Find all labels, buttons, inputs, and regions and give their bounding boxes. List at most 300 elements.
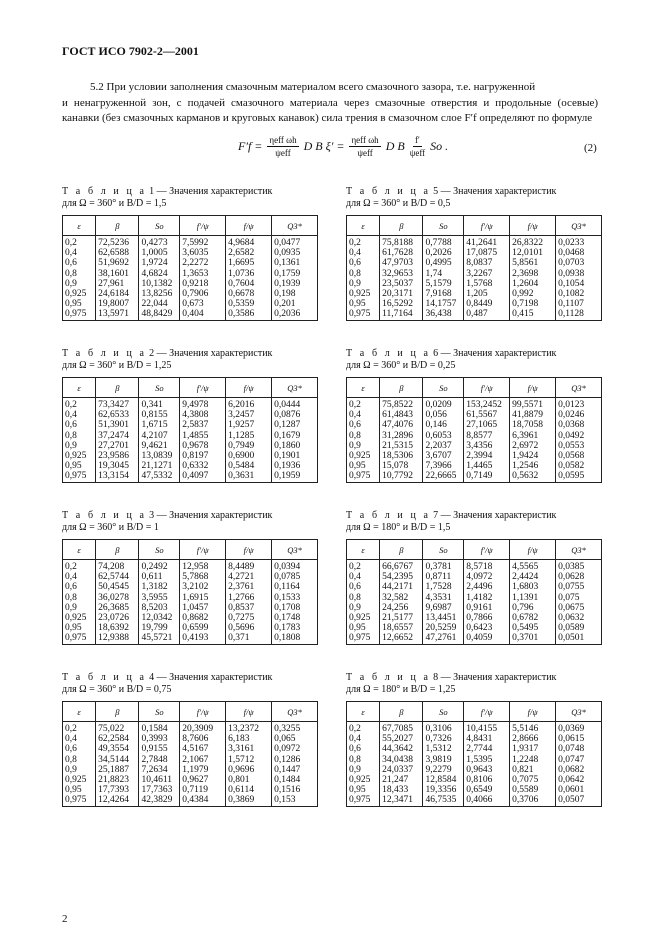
table-block: [62, 672, 318, 807]
table-cell: 12,0342: [139, 613, 180, 623]
paragraph-rest: и ненагруженной зон, с подачей смазочного материала через смазочные отверстия и продольные (осевые) канавки (без смазочных карманов и круговых канавок) сила трения в смазочном слое F′f определяют по формуле: [62, 96, 598, 124]
table-cell: 2,2037: [423, 441, 464, 451]
table-cell: 31,2896: [380, 431, 423, 441]
table-cell: 6,3961: [510, 431, 556, 441]
table-cell: 24,0337: [380, 765, 423, 775]
table-cell: 0,8682: [180, 613, 226, 623]
table-cell: 0,0876: [272, 410, 318, 420]
table-cell: 0,0368: [556, 420, 602, 430]
column-header: ε: [63, 378, 96, 398]
table-row: [347, 744, 602, 754]
table-row: [63, 299, 318, 309]
table-cell: 21,5177: [380, 613, 423, 623]
table-cell: 1,5712: [226, 755, 272, 765]
table-cell: 2,8666: [510, 734, 556, 744]
table-row: [347, 633, 602, 644]
column-header: So: [423, 378, 464, 398]
table-cell: 0,7788: [423, 236, 464, 249]
table-cell: 1,1979: [180, 765, 226, 775]
table-cell: 0,6: [63, 258, 96, 268]
column-header: f′/ψ: [180, 702, 226, 722]
table-cell: 0,796: [510, 603, 556, 613]
table-cell: 4,5565: [510, 560, 556, 573]
table-cell: 0,4384: [180, 795, 226, 806]
table-cell: 0,0747: [556, 755, 602, 765]
table-cell: 0,975: [347, 471, 380, 482]
column-header: ε: [347, 378, 380, 398]
table-cell: 0,3869: [226, 795, 272, 806]
table-row: [347, 299, 602, 309]
table-row: [63, 441, 318, 451]
table-cell: 2,6972: [510, 441, 556, 451]
table-cell: 0,925: [347, 613, 380, 623]
table-cell: 0,925: [63, 775, 96, 785]
column-header: Q3*: [272, 216, 318, 236]
table-row: [347, 582, 602, 592]
table-row: [63, 785, 318, 795]
table-cell: 2,2272: [180, 258, 226, 268]
table-block: [62, 510, 318, 645]
table-cell: 2,3994: [464, 451, 510, 461]
table-cell: 0,4: [63, 734, 96, 744]
table-row: [63, 603, 318, 613]
table-cell: 0,0385: [556, 560, 602, 573]
table-cell: 1,205: [464, 289, 510, 299]
table-title-text: 8 — Значения характеристик: [433, 672, 557, 683]
column-header: f′/ψ: [180, 216, 226, 236]
table-cell: 0,1082: [556, 289, 602, 299]
table-caption: [346, 672, 602, 696]
column-header: ε: [347, 216, 380, 236]
table-cell: 0,1484: [272, 775, 318, 785]
table-cell: 0,8: [63, 755, 96, 765]
table-cell: 27,2701: [96, 441, 139, 451]
table-cell: 51,3901: [96, 420, 139, 430]
table-cell: 0,8537: [226, 603, 272, 613]
table-cell: 0,8: [347, 593, 380, 603]
table-cell: 0,3255: [272, 722, 318, 735]
table-row: [347, 398, 602, 411]
table-cell: 0,371: [226, 633, 272, 644]
table-cell: 13,0839: [139, 451, 180, 461]
table-row: [63, 309, 318, 320]
column-header: So: [139, 216, 180, 236]
column-header: f′/ψ: [180, 378, 226, 398]
table-cell: 0,0632: [556, 613, 602, 623]
table-cell: 12,958: [180, 560, 226, 573]
table-cell: 0,9678: [180, 441, 226, 451]
column-header: So: [139, 378, 180, 398]
table-cell: 20,3171: [380, 289, 423, 299]
table-cell: 9,4978: [180, 398, 226, 411]
table-cell: 0,9: [63, 279, 96, 289]
table-row: [347, 279, 602, 289]
table-cell: 6,2016: [226, 398, 272, 411]
table-cell: 25,1887: [96, 765, 139, 775]
table-cell: 1,7528: [423, 582, 464, 592]
fraction-2-numerator: ηeff ωh: [351, 135, 379, 145]
table-cell: 0,992: [510, 289, 556, 299]
table-cell: 3,2102: [180, 582, 226, 592]
table-cell: 0,3706: [510, 795, 556, 806]
table-cell: 1,74: [423, 269, 464, 279]
table-row: [347, 785, 602, 795]
table-cell: 47,2761: [423, 633, 464, 644]
table-cell: 34,0438: [380, 755, 423, 765]
table-cell: 62,2584: [96, 734, 139, 744]
table-cell: 1,9257: [226, 420, 272, 430]
column-header: Q3*: [272, 702, 318, 722]
table-condition: для Ω = 360° и B/D = 1,25: [62, 360, 172, 371]
table-cell: 0,0492: [556, 431, 602, 441]
table-cell: 0,611: [139, 572, 180, 582]
table-cell: 0,801: [226, 775, 272, 785]
table-row: [63, 236, 318, 249]
table-cell: 0,1361: [272, 258, 318, 268]
table-cell: 75,022: [96, 722, 139, 735]
table-row: [63, 582, 318, 592]
table-cell: 0,4995: [423, 258, 464, 268]
table-row: [347, 572, 602, 582]
formula-tail: So .: [430, 139, 449, 153]
table-cell: 17,7363: [139, 785, 180, 795]
formula-lhs: F′f =: [238, 139, 263, 153]
table-cell: 0,9155: [139, 744, 180, 754]
table-block: [346, 348, 602, 483]
table-cell: 2,6582: [226, 248, 272, 258]
table-cell: 51,9692: [96, 258, 139, 268]
table-cell: 0,4: [347, 572, 380, 582]
table-cell: 0,0468: [556, 248, 602, 258]
table-cell: 0,95: [63, 299, 96, 309]
table-cell: 0,7949: [226, 441, 272, 451]
table-cell: 0,1516: [272, 785, 318, 795]
table-cell: 8,5718: [464, 560, 510, 573]
table-row: [347, 560, 602, 573]
column-header: Q3*: [272, 540, 318, 560]
table-row: [63, 289, 318, 299]
table-cell: 0,487: [464, 309, 510, 320]
column-header: So: [139, 702, 180, 722]
table-row: [63, 269, 318, 279]
table-cell: 0,1164: [272, 582, 318, 592]
column-header: So: [423, 540, 464, 560]
table-cell: 0,6423: [464, 623, 510, 633]
table-row: [63, 613, 318, 623]
table-row: [347, 471, 602, 482]
column-header: β: [96, 216, 139, 236]
table-cell: 0,9218: [180, 279, 226, 289]
table-cell: 0,2: [63, 398, 96, 411]
table-cell: 1,2766: [226, 593, 272, 603]
table-cell: 2,3698: [510, 269, 556, 279]
table-cell: 0,1708: [272, 603, 318, 613]
table-title-text: 6 — Значения характеристик: [433, 348, 557, 359]
column-header: f/ψ: [510, 540, 556, 560]
table-cell: 13,8256: [139, 289, 180, 299]
table-cell: 0,3701: [510, 633, 556, 644]
table-row: [63, 734, 318, 744]
column-header: β: [96, 378, 139, 398]
table-row: [347, 236, 602, 249]
column-header: Q3*: [556, 540, 602, 560]
table-row: [347, 603, 602, 613]
column-header: f/ψ: [226, 378, 272, 398]
table-cell: 0,341: [139, 398, 180, 411]
table-cell: 0,056: [423, 410, 464, 420]
table-cell: 0,9: [347, 441, 380, 451]
characteristics-table: [346, 377, 602, 483]
table-title-text: 7 — Значения характеристик: [433, 510, 557, 521]
table-cell: 1,4855: [180, 431, 226, 441]
table-cell: 0,821: [510, 765, 556, 775]
table-cell: 24,256: [380, 603, 423, 613]
table-cell: 0,0444: [272, 398, 318, 411]
table-cell: 0,9: [63, 765, 96, 775]
table-cell: 0,95: [347, 785, 380, 795]
formula-fraction-2: [349, 134, 380, 159]
table-cell: 14,1757: [423, 299, 464, 309]
table-caption: [346, 186, 602, 210]
table-cell: 1,6715: [139, 420, 180, 430]
table-cell: 0,0703: [556, 258, 602, 268]
table-cell: 10,4611: [139, 775, 180, 785]
table-cell: 0,8: [347, 755, 380, 765]
table-cell: 6,183: [226, 734, 272, 744]
table-cell: 13,2372: [226, 722, 272, 735]
table-cell: 19,799: [139, 623, 180, 633]
table-cell: 0,2: [63, 722, 96, 735]
fraction-2-denominator: ψeff: [357, 148, 373, 158]
table-cell: 32,582: [380, 593, 423, 603]
table-cell: 0,9643: [464, 765, 510, 775]
table-cell: 0,4: [347, 248, 380, 258]
table-cell: 0,2: [347, 560, 380, 573]
table-cell: 18,433: [380, 785, 423, 795]
table-cell: 1,2604: [510, 279, 556, 289]
table-cell: 3,4356: [464, 441, 510, 451]
table-cell: 0,2: [347, 722, 380, 735]
document-header: ГОСТ ИСО 7902-2—2001: [62, 44, 199, 58]
table-row: [63, 279, 318, 289]
table-cell: 27,1065: [464, 420, 510, 430]
table-cell: 0,0642: [556, 775, 602, 785]
table-cell: 0,9: [63, 441, 96, 451]
table-cell: 23,5037: [380, 279, 423, 289]
table-title: [346, 186, 602, 198]
table-row: [63, 461, 318, 471]
table-cell: 1,9424: [510, 451, 556, 461]
table-cell: 5,5146: [510, 722, 556, 735]
table-row: [347, 269, 602, 279]
table-cell: 17,7393: [96, 785, 139, 795]
table-row: [63, 420, 318, 430]
table-caption: [62, 186, 318, 210]
table-cell: 0,2036: [272, 309, 318, 320]
table-cell: 0,1783: [272, 623, 318, 633]
table-caption: [62, 510, 318, 534]
table-cell: 0,415: [510, 309, 556, 320]
table-row: [347, 795, 602, 806]
table-row: [63, 765, 318, 775]
table-cell: 0,0246: [556, 410, 602, 420]
formula-mid: D B ξ′ =: [303, 139, 345, 153]
table-cell: 0,3106: [423, 722, 464, 735]
column-header: β: [96, 540, 139, 560]
table-cell: 74,208: [96, 560, 139, 573]
table-cell: 0,2: [63, 560, 96, 573]
table-cell: 10,7792: [380, 471, 423, 482]
table-cell: 0,6: [347, 420, 380, 430]
table-cell: 3,5955: [139, 593, 180, 603]
table-cell: 0,8: [347, 431, 380, 441]
table-cell: 47,9703: [380, 258, 423, 268]
column-header: f′/ψ: [464, 702, 510, 722]
table-cell: 1,1285: [226, 431, 272, 441]
table-row: [63, 755, 318, 765]
table-cell: 0,7198: [510, 299, 556, 309]
table-title: [346, 672, 602, 684]
table-cell: 61,7628: [380, 248, 423, 258]
table-label: Т а б л и ц а: [346, 348, 431, 359]
table-cell: 0,6053: [423, 431, 464, 441]
table-cell: 12,4264: [96, 795, 139, 806]
table-label: Т а б л и ц а: [346, 186, 431, 197]
table-cell: 0,065: [272, 734, 318, 744]
table-cell: 10,1382: [139, 279, 180, 289]
table-cell: 0,4: [63, 410, 96, 420]
table-row: [63, 623, 318, 633]
table-cell: 8,5203: [139, 603, 180, 613]
table-cell: 0,5484: [226, 461, 272, 471]
table-cell: 0,925: [63, 289, 96, 299]
table-cell: 0,925: [347, 775, 380, 785]
page-number: 2: [62, 913, 68, 925]
table-row: [63, 451, 318, 461]
table-cell: 0,4: [347, 410, 380, 420]
table-cell: 0,3993: [139, 734, 180, 744]
column-header: f/ψ: [510, 216, 556, 236]
table-cell: 3,6707: [423, 451, 464, 461]
table-cell: 34,5144: [96, 755, 139, 765]
table-cell: 47,4076: [380, 420, 423, 430]
table-caption: [346, 348, 602, 372]
table-cell: 1,4182: [464, 593, 510, 603]
table-cell: 12,3471: [380, 795, 423, 806]
table-row: [347, 734, 602, 744]
table-title: [346, 348, 602, 360]
table-row: [347, 431, 602, 441]
table-cell: 67,7085: [380, 722, 423, 735]
column-header: So: [423, 216, 464, 236]
table-cell: 0,0682: [556, 765, 602, 775]
table-cell: 0,153: [272, 795, 318, 806]
table-cell: 23,9586: [96, 451, 139, 461]
table-cell: 4,5167: [180, 744, 226, 754]
table-cell: 0,95: [63, 461, 96, 471]
table-caption: [62, 672, 318, 696]
table-cell: 7,2634: [139, 765, 180, 775]
table-cell: 55,2027: [380, 734, 423, 744]
table-cell: 20,3909: [180, 722, 226, 735]
table-cell: 12,9388: [96, 633, 139, 644]
table-row: [347, 441, 602, 451]
table-cell: 4,9684: [226, 236, 272, 249]
table-cell: 0,8: [63, 593, 96, 603]
table-cell: 72,5236: [96, 236, 139, 249]
table-cell: 0,8: [347, 269, 380, 279]
table-cell: 0,1936: [272, 461, 318, 471]
table-cell: 0,0553: [556, 441, 602, 451]
table-cell: 0,0938: [556, 269, 602, 279]
table-cell: 1,3182: [139, 582, 180, 592]
column-header: So: [423, 702, 464, 722]
column-header: Q3*: [556, 702, 602, 722]
table-cell: 62,6588: [96, 248, 139, 258]
table-cell: 0,8106: [464, 775, 510, 785]
table-cell: 10,4155: [464, 722, 510, 735]
table-cell: 0,5632: [510, 471, 556, 482]
table-cell: 41,8879: [510, 410, 556, 420]
table-cell: 27,961: [96, 279, 139, 289]
table-cell: 18,7058: [510, 420, 556, 430]
table-cell: 0,95: [63, 623, 96, 633]
table-cell: 0,4066: [464, 795, 510, 806]
table-cell: 0,0615: [556, 734, 602, 744]
table-condition: для Ω = 360° и B/D = 1,5: [62, 198, 167, 209]
table-cell: 0,7075: [510, 775, 556, 785]
table-cell: 15,078: [380, 461, 423, 471]
table-cell: 1,0457: [180, 603, 226, 613]
table-cell: 44,3642: [380, 744, 423, 754]
table-cell: 1,5312: [423, 744, 464, 754]
table-cell: 0,5495: [510, 623, 556, 633]
table-cell: 0,2492: [139, 560, 180, 573]
table-cell: 0,1054: [556, 279, 602, 289]
table-cell: 0,9: [347, 603, 380, 613]
table-cell: 50,4545: [96, 582, 139, 592]
table-cell: 0,0972: [272, 744, 318, 754]
table-cell: 0,6900: [226, 451, 272, 461]
table-title-text: 1 — Значения характеристик: [149, 186, 273, 197]
table-cell: 5,1579: [423, 279, 464, 289]
table-cell: 0,7906: [180, 289, 226, 299]
table-row: [63, 633, 318, 644]
table-cell: 0,6: [347, 582, 380, 592]
table-cell: 8,4489: [226, 560, 272, 573]
fraction-3-numerator: f′: [414, 135, 420, 145]
table-title: [62, 672, 318, 684]
column-header: f/ψ: [226, 540, 272, 560]
table-cell: 0,075: [556, 593, 602, 603]
table-cell: 0,4: [63, 572, 96, 582]
table-cell: 1,9317: [510, 744, 556, 754]
table-cell: 75,8522: [380, 398, 423, 411]
column-header: So: [139, 540, 180, 560]
fraction-3-denominator: ψeff: [409, 148, 426, 158]
table-cell: 0,9: [347, 765, 380, 775]
table-cell: 0,1901: [272, 451, 318, 461]
table-cell: 1,6695: [226, 258, 272, 268]
table-cell: 0,7326: [423, 734, 464, 744]
table-cell: 0,6: [63, 744, 96, 754]
table-cell: 4,0972: [464, 572, 510, 582]
table-cell: 0,1808: [272, 633, 318, 644]
characteristics-table: [62, 215, 318, 321]
table-cell: 24,6184: [96, 289, 139, 299]
table-cell: 9,2279: [423, 765, 464, 775]
table-cell: 0,0233: [556, 236, 602, 249]
